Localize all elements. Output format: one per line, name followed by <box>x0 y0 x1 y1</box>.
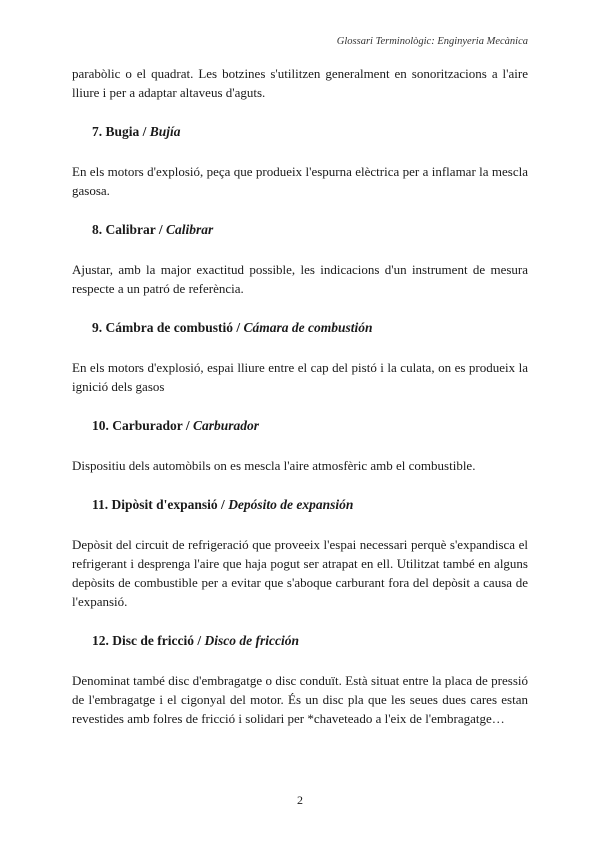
entry-definition: Denominat també disc d'embragatge o disc conduït. Està situat entre la placa de pressió de l'embragatge i el cigonyal del motor. És un disc pla que les seues dues cares estan revestides amb folres de fricció i solidari per *chaveteado a l'eix de l'embragatge… <box>72 673 528 726</box>
running-header: Glossari Terminològic: Enginyeria Mecànica <box>336 36 528 47</box>
entry-definition: Ajustar, amb la major exactitud possible, les indicacions d'un instrument de mesura respecte a un patró de referència. <box>72 262 528 296</box>
entry-definition: Dispositiu dels automòbils on es mescla l'aire atmosfèric amb el combustible. <box>72 458 476 473</box>
entry-heading <box>72 221 528 239</box>
term-catalan: Bugia <box>105 124 140 139</box>
entry-number: 10. <box>92 418 109 433</box>
term-separator: / <box>221 497 225 512</box>
entry-heading <box>72 417 528 435</box>
term-catalan: Dipòsit d'expansió <box>111 497 218 512</box>
term-separator: / <box>142 124 147 139</box>
page-number: 2 <box>297 793 303 807</box>
entry-number: 8. <box>92 222 103 237</box>
entry-number: 11. <box>92 497 109 512</box>
term-separator: / <box>236 320 241 335</box>
entry-definition: En els motors d'explosió, espai lliure entre el cap del pistó i la culata, on es produeix la ignició dels gasos <box>72 360 528 394</box>
entry-definition: En els motors d'explosió, peça que produeix l'espurna elèctrica per a inflamar la mescla gasosa. <box>72 164 528 198</box>
term-spanish: Carburador <box>193 418 260 433</box>
entry-number: 9. <box>92 320 103 335</box>
term-catalan: Calibrar <box>105 222 156 237</box>
term-spanish: Cámara de combustión <box>243 320 373 335</box>
document-body <box>72 64 528 728</box>
entry-number: 12. <box>92 633 109 648</box>
term-spanish: Calibrar <box>166 222 214 237</box>
entry-heading <box>72 319 528 337</box>
entry-heading <box>72 496 528 514</box>
entry-heading <box>72 632 528 650</box>
term-catalan: Cámbra de combustió <box>105 320 233 335</box>
intro-paragraph: parabòlic o el quadrat. Les botzines s'utilitzen generalment en sonoritzacions a l'aire lliure i per a adaptar altaveus d'aguts. <box>72 66 528 100</box>
entry-definition: Depòsit del circuit de refrigeració que proveeix l'espai necessari perquè s'expandisca el refrigerant i desprenga l'aire que haja pogut ser atrapat en ell. Utilitzat també en alguns depòsits de combustible per a evitar que s'aboque carburant fora del depòsit a causa de l'expansió. <box>72 537 528 609</box>
entry-number: 7. <box>92 124 103 139</box>
entry-heading <box>72 123 528 141</box>
term-spanish: Bujía <box>149 124 181 139</box>
term-spanish: Depósito de expansión <box>228 497 354 512</box>
term-separator: / <box>197 633 202 648</box>
term-separator: / <box>185 418 190 433</box>
term-catalan: Carburador <box>112 418 183 433</box>
term-separator: / <box>158 222 163 237</box>
term-spanish: Disco de fricción <box>204 633 299 648</box>
term-catalan: Disc de fricció <box>112 633 194 648</box>
